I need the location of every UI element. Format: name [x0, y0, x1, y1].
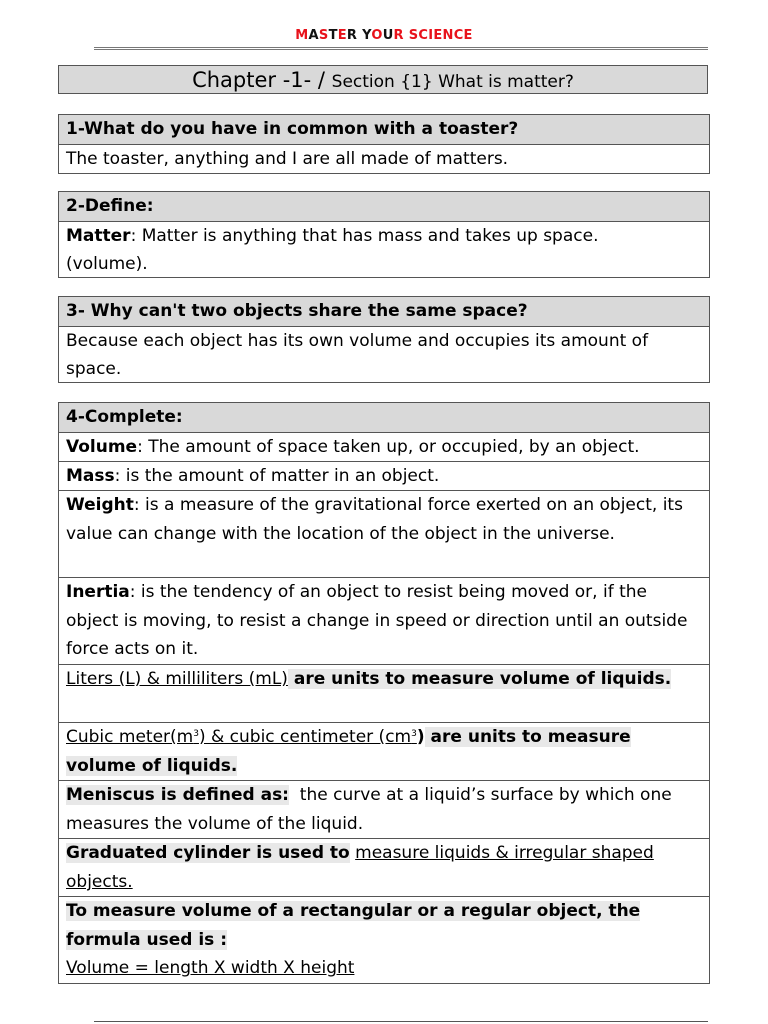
header-letter: E [337, 28, 347, 43]
superscript-3: 3 [193, 729, 199, 739]
row-weight [59, 490, 709, 577]
units-cubic-a: Cubic meter(m [66, 727, 194, 747]
term-volume: Volume [66, 437, 138, 457]
definition-weight: : is a measure of the gravitational force exerted on an object, its value can change with the location of the object in the universe. [66, 495, 683, 544]
row-cubic [59, 722, 709, 780]
row-volume [59, 432, 709, 461]
header-letter: S [318, 28, 329, 43]
chapter-title [58, 65, 708, 94]
header-letter: O [371, 28, 383, 43]
row-mass [59, 461, 709, 490]
definition-matter-line2: (volume). [66, 254, 148, 274]
answer-2 [59, 221, 709, 277]
footer-divider [94, 1021, 708, 1022]
header-letter: R [393, 28, 409, 43]
answer-1: The toaster, anything and I are all made of matters. [59, 144, 709, 173]
question-3-box [58, 296, 710, 383]
question-4: 4-Complete: [59, 403, 709, 432]
header-letter: R [346, 28, 363, 43]
use-cylinder: measure liquids & irregular shaped objects. [66, 843, 654, 892]
header-letter: Y [362, 28, 372, 43]
units-liters: Liters (L) & milliliters (mL) [66, 669, 288, 689]
question-3: 3- Why can't two objects share the same space? [59, 297, 709, 326]
label-cylinder: Graduated cylinder is used to [66, 843, 350, 863]
text-liters: are units to measure volume of liquids. [287, 669, 672, 689]
section-label: Section {1} What is matter? [331, 72, 574, 92]
superscript-3: 3 [411, 729, 417, 739]
term-matter: Matter [66, 226, 131, 246]
row-liters [59, 664, 709, 722]
chapter-label: Chapter -1- / [192, 68, 332, 92]
header-divider [94, 47, 708, 50]
definition-inertia: : is the tendency of an object to resist being moved or, if the object is moving, to resist a change in speed or direction until an outside force acts on it. [66, 582, 688, 659]
question-2: 2-Define: [59, 192, 709, 221]
term-weight: Weight [66, 495, 134, 515]
row-rectangular [59, 896, 709, 983]
term-mass: Mass [66, 466, 115, 486]
question-1: 1-What do you have in common with a toaster? [59, 115, 709, 144]
label-meniscus: Meniscus is defined as: [66, 785, 289, 805]
definition-mass: : is the amount of matter in an object. [114, 466, 440, 486]
formula-volume: Volume = length X width X height [66, 958, 355, 978]
units-cubic-c: ) [416, 727, 425, 747]
header-letter: M [295, 28, 309, 43]
definition-volume: : The amount of space taken up, or occupied, by an object. [137, 437, 640, 457]
row-inertia [59, 577, 709, 664]
header-letter: SCIENCE [408, 28, 473, 43]
question-1-box [58, 114, 710, 174]
answer-3: Because each object has its own volume and occupies its amount of space. [59, 326, 709, 382]
definition-meniscus: the curve at a liquid’s surface by which one measures the volume of the liquid. [66, 785, 678, 834]
question-4-box [58, 402, 710, 984]
units-cubic-b: ) & cubic centimeter (cm [198, 727, 412, 747]
units-cubic [66, 727, 417, 747]
header-title [0, 26, 768, 46]
header-letter: T [328, 28, 338, 43]
header-letter: A [308, 28, 319, 43]
header-letter: U [382, 28, 394, 43]
definition-matter: : Matter is anything that has mass and takes up space. [130, 226, 599, 246]
text-rectangular: To measure volume of a rectangular or a regular object, the formula used is : [66, 901, 641, 950]
row-meniscus [59, 780, 709, 838]
row-cylinder [59, 838, 709, 896]
text-cubic: are units to measure volume of liquids. [66, 727, 631, 776]
question-2-box [58, 191, 710, 278]
term-inertia: Inertia [66, 582, 130, 602]
